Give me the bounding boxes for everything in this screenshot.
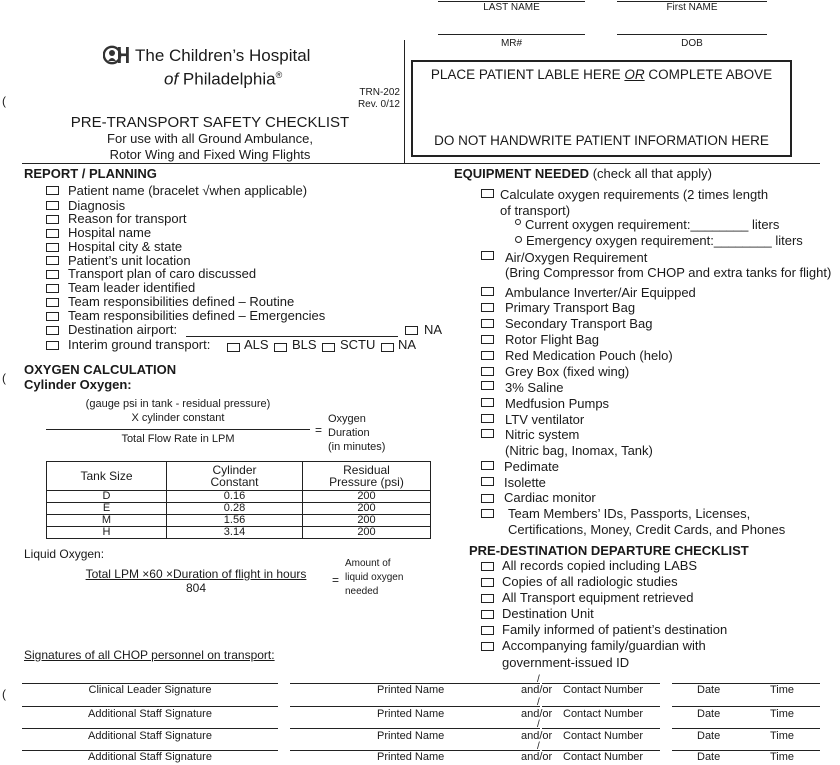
formula-fraction-bar xyxy=(46,429,310,430)
printed-name-label: Printed Name xyxy=(377,751,445,763)
tank-size-cell: M xyxy=(47,515,167,527)
destination-airport-na-label: NA xyxy=(424,322,443,337)
formula-numerator-line2: X cylinder constant xyxy=(131,412,225,424)
checkbox[interactable] xyxy=(481,642,494,651)
checkbox[interactable] xyxy=(46,243,59,252)
cylinder-constant-cell: 1.56 xyxy=(167,515,303,527)
checklist-item-label: Secondary Transport Bag xyxy=(505,316,653,331)
checklist-item-label: Hospital city & state xyxy=(68,239,183,254)
current-oxygen-row xyxy=(515,217,779,232)
mr-number-label: MR# xyxy=(500,38,523,49)
checklist-item-label: Ambulance Inverter/Air Equipped xyxy=(505,285,696,300)
air-oxygen-line1: Air/Oxygen Requirement xyxy=(505,250,648,265)
label-box-text: PLACE PATIENT LABLE HERE xyxy=(430,67,625,82)
table-row xyxy=(47,491,431,503)
nitric-line2: (Nitric bag, Inomax, Tank) xyxy=(505,443,653,458)
checkbox[interactable] xyxy=(46,186,59,195)
team-ids-line2: Certifications, Money, Credit Cards, and Phones xyxy=(508,522,786,537)
current-oxygen-input[interactable]: ________ xyxy=(690,217,749,232)
signature-label: Additional Staff Signature xyxy=(88,708,212,720)
header-text: Residual xyxy=(343,463,390,477)
destination-airport-input[interactable] xyxy=(186,322,398,337)
printed-name-line[interactable] xyxy=(290,706,540,707)
label-box-text: COMPLETE ABOVE xyxy=(644,67,773,82)
liquid-formula-equals: = xyxy=(332,573,340,587)
checklist-item-label: Team responsibilities defined – Routine xyxy=(68,294,295,309)
table-header-residual-pressure xyxy=(303,462,431,491)
team-ids-line1: Team Members’ IDs, Passports, Licenses, xyxy=(508,506,751,521)
form-subtitle-line1: For use with all Ground Ambulance, xyxy=(107,131,313,146)
checkbox[interactable] xyxy=(481,398,494,407)
checkbox[interactable] xyxy=(46,326,59,335)
liquid-result-line1: Amount of xyxy=(345,558,391,569)
cylinder-oxygen-heading: Cylinder Oxygen: xyxy=(24,377,132,392)
checkbox[interactable] xyxy=(481,461,494,470)
table-row xyxy=(47,503,431,515)
checklist-item-label: Medfusion Pumps xyxy=(505,396,610,411)
formula-result-line3: (in minutes) xyxy=(328,441,386,453)
date-label: Date xyxy=(697,684,721,696)
checklist-item-label: Team leader identified xyxy=(68,280,196,295)
checkbox[interactable] xyxy=(481,610,494,619)
checkbox[interactable] xyxy=(481,494,494,503)
checkbox[interactable] xyxy=(46,201,59,210)
checkbox[interactable] xyxy=(481,578,494,587)
date-label: Date xyxy=(697,751,721,763)
margin-mark: ( xyxy=(2,94,6,108)
form-code: TRN-202 xyxy=(359,87,400,98)
andor-label: and/or xyxy=(521,730,553,742)
destination-airport-na-checkbox[interactable] xyxy=(405,326,418,335)
last-name-label: LAST NAME xyxy=(483,2,540,13)
printed-name-label: Printed Name xyxy=(377,730,445,742)
nitric-line1: Nitric system xyxy=(505,427,580,442)
checklist-item-label: Team responsibilities defined – Emergencies xyxy=(68,308,326,323)
checklist-item-label: Transport plan of caro discussed xyxy=(68,266,257,281)
calc-oxygen-line2: of transport) xyxy=(500,203,571,218)
residual-pressure-cell: 200 xyxy=(303,491,431,503)
tank-constants-table xyxy=(46,461,431,539)
guardian-id-line2: government-issued ID xyxy=(502,655,630,670)
checklist-item-label: Family informed of patient’s destination xyxy=(502,622,728,637)
checklist-item-label: Cardiac monitor xyxy=(504,490,596,505)
interim-ground-label: Interim ground transport: xyxy=(68,337,211,352)
header-text: Cylinder xyxy=(212,463,257,477)
time-label: Time xyxy=(770,684,795,696)
checkbox[interactable] xyxy=(46,270,59,279)
als-checkbox[interactable] xyxy=(227,343,240,352)
sctu-checkbox[interactable] xyxy=(322,343,335,352)
checkbox[interactable] xyxy=(481,594,494,603)
checkbox[interactable] xyxy=(481,509,494,518)
checkbox[interactable] xyxy=(46,312,59,321)
tank-size-cell: E xyxy=(47,503,167,515)
first-name-label: First NAME xyxy=(666,2,718,13)
cylinder-constant-cell: 0.16 xyxy=(167,491,303,503)
checkbox[interactable] xyxy=(481,189,494,198)
mr-number-line xyxy=(438,34,585,35)
table-header-tank-size xyxy=(47,462,167,491)
date-label: Date xyxy=(697,708,721,720)
bullet-circle-icon xyxy=(515,219,521,225)
patient-label-box[interactable] xyxy=(411,60,792,157)
form-revision: Rev. 0/12 xyxy=(357,99,400,110)
andor-label: and/or xyxy=(521,708,553,720)
signature-line[interactable] xyxy=(22,706,278,707)
label-box-line1 xyxy=(413,67,790,82)
na-label: NA xyxy=(398,337,417,352)
header-rule xyxy=(22,163,820,164)
dob-line xyxy=(617,34,767,35)
checkbox[interactable] xyxy=(481,381,494,390)
table-row xyxy=(47,527,431,539)
departure-heading: PRE-DESTINATION DEPARTURE CHECKLIST xyxy=(469,543,749,558)
checklist-item-label: All records copied including LABS xyxy=(502,558,698,573)
label-box-or: OR xyxy=(624,67,645,82)
tank-size-cell: H xyxy=(47,527,167,539)
current-oxygen-label: Current oxygen requirement: xyxy=(525,217,691,232)
checkbox[interactable] xyxy=(481,319,494,328)
formula-denominator: Total Flow Rate in LPM xyxy=(121,433,235,445)
checkbox[interactable] xyxy=(46,256,59,265)
table-row xyxy=(47,515,431,527)
slash-divider: / xyxy=(537,697,540,708)
signature-label: Additional Staff Signature xyxy=(88,751,212,763)
printed-name-label: Printed Name xyxy=(377,684,445,696)
checkbox[interactable] xyxy=(46,298,59,307)
bullet-circle-icon xyxy=(515,236,522,243)
org-name-line2 xyxy=(164,66,282,89)
checkbox[interactable] xyxy=(481,626,494,635)
date-time-line[interactable] xyxy=(672,750,820,751)
liquid-oxygen-heading: Liquid Oxygen: xyxy=(24,547,105,561)
checkbox[interactable] xyxy=(481,251,494,260)
contact-number-label: Contact Number xyxy=(563,708,644,720)
emergency-oxygen-input[interactable]: ________ xyxy=(713,233,772,248)
checklist-item-label: Primary Transport Bag xyxy=(505,300,636,315)
als-label: ALS xyxy=(244,337,269,352)
signatures-heading: Signatures of all CHOP personnel on transport: xyxy=(24,648,275,662)
checklist-item-label: Patient name (bracelet √when applicable) xyxy=(68,183,308,198)
residual-pressure-cell: 200 xyxy=(303,503,431,515)
liquid-result-line2: liquid oxygen xyxy=(345,572,404,583)
current-oxygen-unit: liters xyxy=(748,217,780,232)
formula-result-line2: Duration xyxy=(328,427,370,439)
header-text: Constant xyxy=(210,475,259,489)
checkbox[interactable] xyxy=(46,215,59,224)
destination-airport-label: Destination airport: xyxy=(68,322,178,337)
header-divider xyxy=(404,40,405,163)
residual-pressure-cell: 200 xyxy=(303,515,431,527)
date-time-line[interactable] xyxy=(672,706,820,707)
header-text: Pressure (psi) xyxy=(329,475,404,489)
table-header-row xyxy=(47,462,431,491)
org-name-city: Philadelphia xyxy=(182,69,276,89)
guardian-id-line1: Accompanying family/guardian with xyxy=(502,638,706,653)
checkbox[interactable] xyxy=(46,341,59,350)
form-subtitle-line2: Rotor Wing and Fixed Wing Flights xyxy=(109,147,311,162)
time-label: Time xyxy=(770,708,795,720)
formula-numerator-line1: (gauge psi in tank - residual pressure) xyxy=(85,398,271,410)
org-name-of: of xyxy=(164,69,179,89)
form-title: PRE-TRANSPORT SAFETY CHECKLIST xyxy=(70,114,350,131)
equipment-heading-text: EQUIPMENT NEEDED xyxy=(454,166,590,181)
checklist-item-label: Reason for transport xyxy=(68,211,187,226)
liquid-formula-denominator: 804 xyxy=(185,581,207,595)
contact-number-line[interactable] xyxy=(542,728,660,729)
contact-number-label: Contact Number xyxy=(563,751,644,763)
margin-mark: ( xyxy=(2,371,6,385)
checklist-item-label: Rotor Flight Bag xyxy=(505,332,599,347)
signature-label: Additional Staff Signature xyxy=(88,730,212,742)
contact-number-label: Contact Number xyxy=(563,684,644,696)
chop-logo-icon xyxy=(103,45,131,65)
time-label: Time xyxy=(770,730,795,742)
org-name-line1: The Children’s Hospital xyxy=(135,46,311,65)
mr-number-field[interactable] xyxy=(438,18,585,34)
slash-divider: / xyxy=(537,719,540,730)
residual-pressure-cell: 200 xyxy=(303,527,431,539)
checkbox[interactable] xyxy=(481,351,494,360)
checklist-item-label: Pedimate xyxy=(504,459,559,474)
contact-number-line[interactable] xyxy=(542,706,660,707)
tank-size-cell: D xyxy=(47,491,167,503)
date-label: Date xyxy=(697,730,721,742)
header-text: Tank Size xyxy=(80,469,133,483)
na-checkbox[interactable] xyxy=(381,343,394,352)
bls-checkbox[interactable] xyxy=(274,343,287,352)
registered-mark: ® xyxy=(275,70,283,80)
liquid-formula-numerator: Total LPM ×60 ×Duration of flight in hours xyxy=(85,567,307,581)
checkbox[interactable] xyxy=(481,562,494,571)
checklist-item-label: Patient’s unit location xyxy=(68,253,191,268)
emergency-oxygen-row xyxy=(515,233,803,248)
dob-field[interactable] xyxy=(617,18,767,34)
contact-number-label: Contact Number xyxy=(563,730,644,742)
emergency-oxygen-unit: liters xyxy=(771,233,803,248)
signature-line[interactable] xyxy=(22,728,278,729)
cylinder-constant-cell: 0.28 xyxy=(167,503,303,515)
time-label: Time xyxy=(770,751,795,763)
table-header-cylinder-constant xyxy=(167,462,303,491)
margin-mark: ( xyxy=(2,687,6,701)
formula-equals: = xyxy=(315,423,323,437)
checkbox[interactable] xyxy=(481,335,494,344)
dob-label: DOB xyxy=(681,38,703,49)
checkbox[interactable] xyxy=(481,429,494,438)
printed-name-line[interactable] xyxy=(290,728,540,729)
checkbox[interactable] xyxy=(481,414,494,423)
equipment-heading xyxy=(454,166,712,181)
checklist-item-label: Grey Box (fixed wing) xyxy=(505,364,630,379)
air-oxygen-line2: (Bring Compressor from CHOP and extra tanks for flight) xyxy=(505,265,832,280)
checklist-item-label: Diagnosis xyxy=(68,198,126,213)
slash-divider: / xyxy=(537,741,540,752)
checklist-item-label: Red Medication Pouch (helo) xyxy=(505,348,673,363)
checkbox[interactable] xyxy=(46,284,59,293)
checkbox[interactable] xyxy=(481,367,494,376)
checkbox[interactable] xyxy=(46,229,59,238)
cylinder-constant-cell: 3.14 xyxy=(167,527,303,539)
sctu-label: SCTU xyxy=(340,337,376,352)
checklist-item-label: Copies of all radiologic studies xyxy=(502,574,678,589)
oxygen-calc-heading: OXYGEN CALCULATION xyxy=(24,362,177,377)
checklist-item-label: LTV ventilator xyxy=(505,412,585,427)
checklist-item-label: Destination Unit xyxy=(502,606,594,621)
report-planning-heading: REPORT / PLANNING xyxy=(24,166,157,181)
bls-label: BLS xyxy=(292,337,317,352)
andor-label: and/or xyxy=(521,751,553,763)
checklist-item-label: Hospital name xyxy=(68,225,152,240)
equipment-heading-note: (check all that apply) xyxy=(589,166,712,181)
date-time-line[interactable] xyxy=(672,728,820,729)
checkbox[interactable] xyxy=(481,477,494,486)
checkbox[interactable] xyxy=(481,303,494,312)
slash-divider: / xyxy=(537,674,540,685)
checklist-item-label: Isolette xyxy=(504,475,546,490)
checklist-item-label: All Transport equipment retrieved xyxy=(502,590,694,605)
label-box-line2: DO NOT HANDWRITE PATIENT INFORMATION HERE xyxy=(434,133,769,148)
emergency-oxygen-label: Emergency oxygen requirement: xyxy=(526,233,714,248)
liquid-result-line3: needed xyxy=(345,586,379,597)
date-time-line[interactable] xyxy=(672,683,820,684)
calc-oxygen-line1: Calculate oxygen requirements (2 times length xyxy=(500,187,769,202)
printed-name-label: Printed Name xyxy=(377,708,445,720)
signature-label: Clinical Leader Signature xyxy=(88,684,212,696)
checkbox[interactable] xyxy=(481,287,494,296)
formula-result-line1: Oxygen xyxy=(328,413,366,425)
checklist-item-label: 3% Saline xyxy=(505,380,564,395)
andor-label: and/or xyxy=(521,684,553,696)
